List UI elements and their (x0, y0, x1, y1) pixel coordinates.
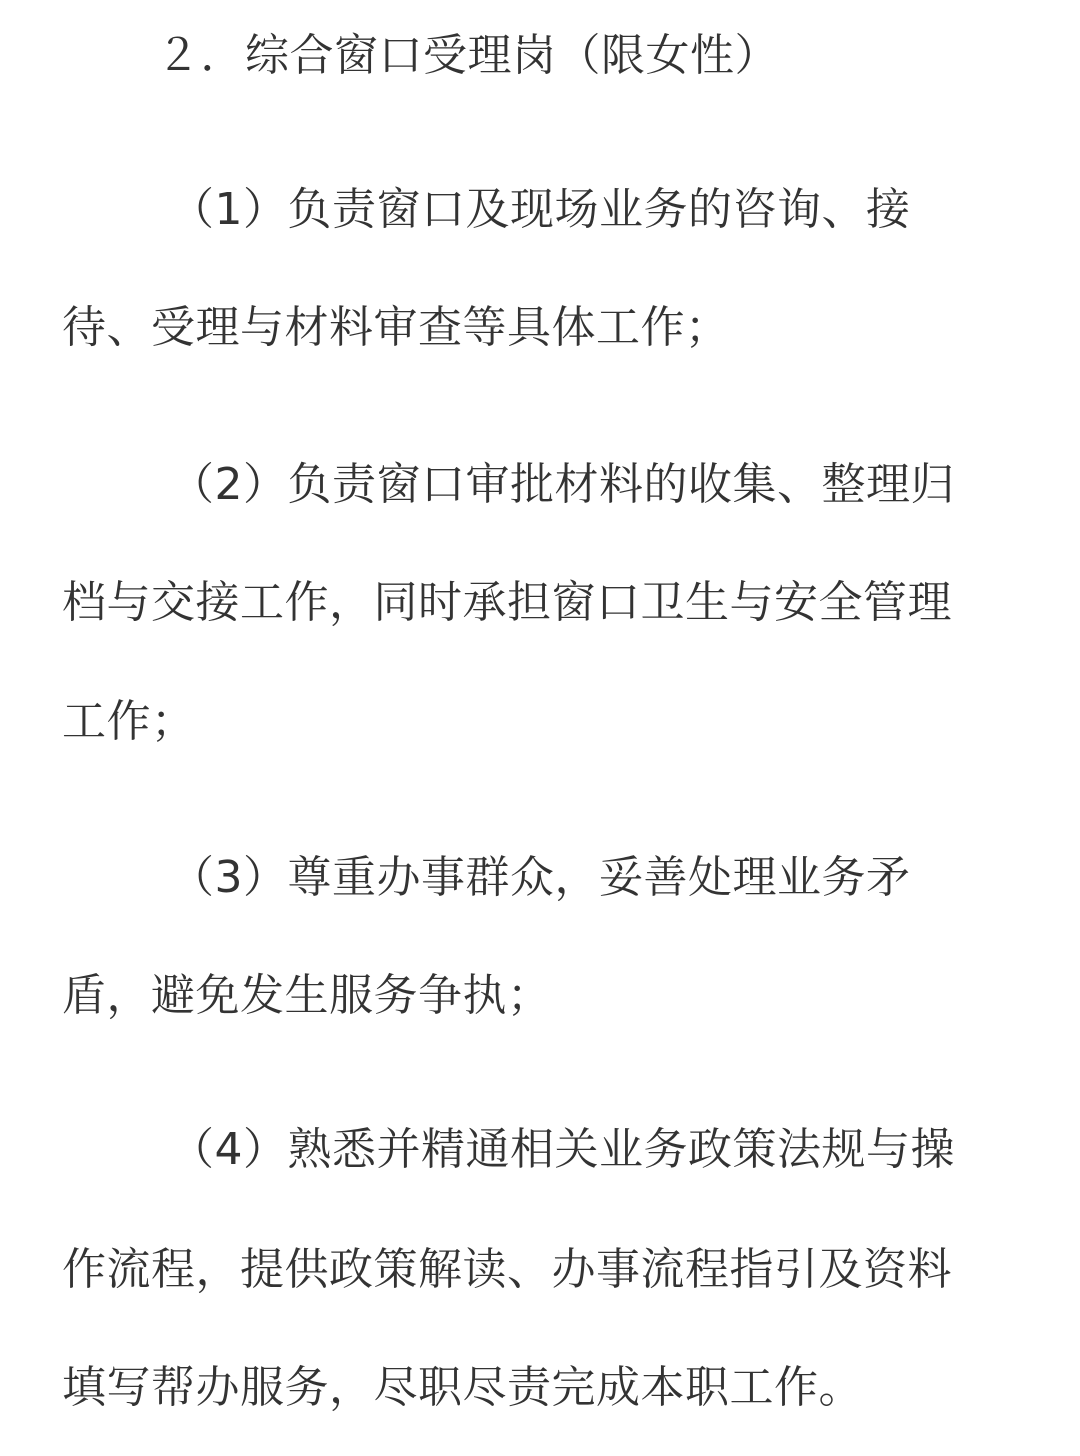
item-4-line-2: 作流程，提供政策解读、办事流程指引及资料 (62, 1244, 952, 1295)
item-1-line-1: （1）负责窗口及现场业务的咨询、接 (170, 184, 911, 235)
item-4-line-1: （4）熟悉并精通相关业务政策法规与操 (170, 1124, 955, 1175)
item-2-line-2: 档与交接工作，同时承担窗口卫生与安全管理 (62, 577, 952, 628)
item-4-line-3: 填写帮办服务，尽职尽责完成本职工作。 (62, 1362, 863, 1413)
item-3-line-2: 盾，避免发生服务争执； (62, 970, 552, 1021)
item-2-line-3: 工作； (62, 696, 196, 747)
section-heading: ２．综合窗口受理岗（限女性） (156, 30, 779, 81)
item-1-line-2: 待、受理与材料审查等具体工作； (62, 302, 730, 353)
item-2-line-1: （2）负责窗口审批材料的收集、整理归 (170, 459, 955, 510)
item-3-line-1: （3）尊重办事群众，妥善处理业务矛 (170, 852, 911, 903)
